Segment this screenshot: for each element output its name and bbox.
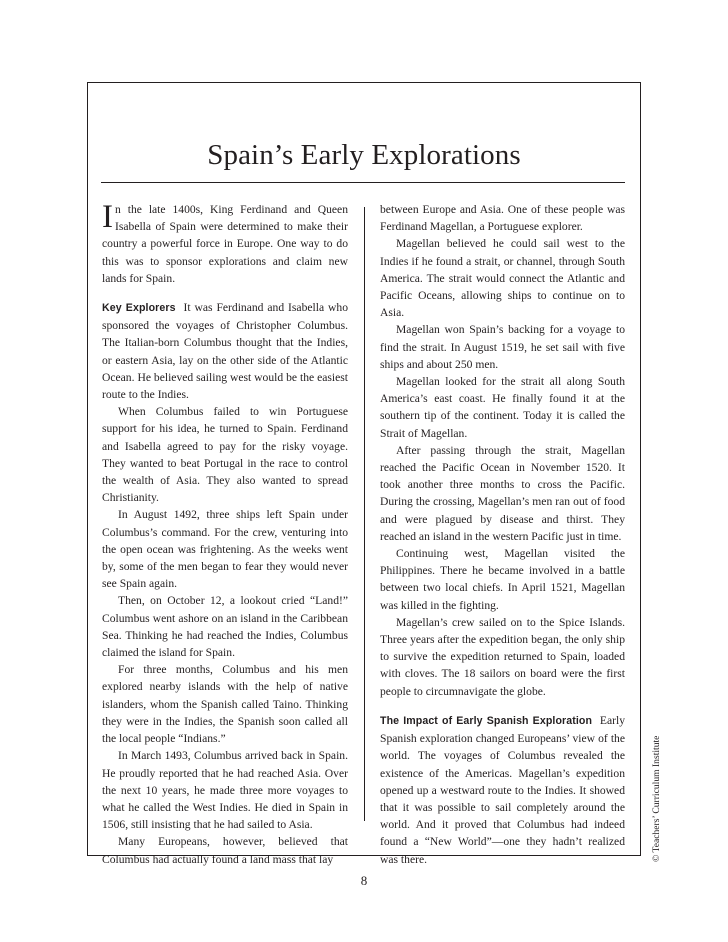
paragraph: Magellan’s crew sailed on to the Spice Islands. Three years after the expedition began, the only ship to survive the expedition returned to Spain, loaded with cloves. The 18 sailors on board were the first people to circumnavigate the globe.	[380, 615, 625, 698]
paragraph: Magellan won Spain’s backing for a voyage to find the strait. In August 1519, he set sail with five ships and about 250 men.	[380, 323, 625, 371]
page-title: Spain’s Early Explorations	[207, 139, 521, 171]
impact-text: Early Spanish exploration changed Europeans’ view of the world. The voyages of Columbus revealed the existence of the Americas. Magellan’s expedition opened up a westward route to the Indies. It showed that it was possible to sail completely around the world. And it proved that Columbus had indeed found a “New World”—one they hadn’t realized was there.	[380, 713, 625, 866]
paragraph: Continuing west, Magellan visited the Philippines. There he became involved in a battle between two local chiefs. In April 1521, Magellan was killed in the fighting.	[380, 547, 625, 612]
intro-paragraph	[102, 201, 348, 287]
paragraph: When Columbus failed to win Portuguese support for his idea, he turned to Spain. Ferdinand and Isabella agreed to pay for the risky voyage. They wanted to beat Portugal in the race to control the wealth of Asia. They also wanted to spread Christianity.	[102, 405, 348, 505]
right-column	[380, 201, 625, 868]
left-column	[102, 201, 348, 868]
paragraph: In August 1492, three ships left Spain under Columbus’s command. For the crew, venturing into the open ocean was frightening. As the weeks went by, some of the men began to fear they would never see Spain again.	[102, 508, 348, 591]
key-explorers-text: It was Ferdinand and Isabella who sponsored the voyages of Christopher Columbus. The Italian-born Columbus thought that the Indies, or eastern Asia, lay on the other side of the Atlantic Ocean. He believed sailing west would be the easiest route to the Indies.	[102, 301, 349, 402]
paragraph: For three months, Columbus and his men explored nearby islands with the help of native islanders, whom the Spanish called Taino. Thinking they were in the Indies, the Spanish soon called all the local people “Indians.”	[102, 663, 348, 746]
paragraph: Magellan believed he could sail west to the Indies if he found a strait, or channel, through South America. The strait would connect the Atlantic and Pacific Oceans, allowing ships to continue on to Asia.	[380, 237, 625, 320]
section-heading-impact: The Impact of Early Spanish Exploration	[380, 714, 593, 727]
intro-text: n the late 1400s, King Ferdinand and Queen Isabella of Spain were determined to make their country a powerful force in Europe. One way to do this was to sponsor explorations and claim new lands for Spain.	[102, 203, 348, 285]
page-number: 8	[360, 873, 368, 888]
paragraph: Many Europeans, however, believed that Columbus had actually found a land mass that lay	[102, 835, 348, 866]
copyright-notice: © Teachers’ Curriculum Institute	[651, 735, 662, 862]
paragraph: between Europe and Asia. One of these people was Ferdinand Magellan, a Portuguese explorer.	[380, 203, 625, 234]
section-heading-key-explorers: Key Explorers	[102, 302, 176, 315]
paragraph: Then, on October 12, a lookout cried “Land!” Columbus went ashore on an island in the Caribbean Sea. Thinking he had reached the Indies, Columbus claimed the island for Spain.	[102, 594, 348, 660]
column-divider	[364, 207, 365, 821]
title-rule	[101, 182, 625, 183]
paragraph: In March 1493, Columbus arrived back in Spain. He proudly reported that he had reached Asia. Over the next 10 years, he made three more voyages to what he called the West Indies. He died in Spain in 1506, still insisting that he had sailed to Asia.	[102, 749, 348, 832]
impact-paragraph	[380, 712, 625, 868]
paragraph: After passing through the strait, Magellan reached the Pacific Ocean in November 1520. It took another three months to cross the Pacific. During the crossing, Magellan’s men ran out of food and were plagued by disease and thirst. They reached an island in the western Pacific just in time.	[380, 443, 625, 543]
key-explorers-paragraph	[102, 299, 348, 403]
paragraph: Magellan looked for the strait all along South America’s east coast. He finally found it at the southern tip of the continent. Today it is called the Strait of Magellan.	[380, 375, 625, 440]
drop-cap: I	[102, 199, 113, 235]
